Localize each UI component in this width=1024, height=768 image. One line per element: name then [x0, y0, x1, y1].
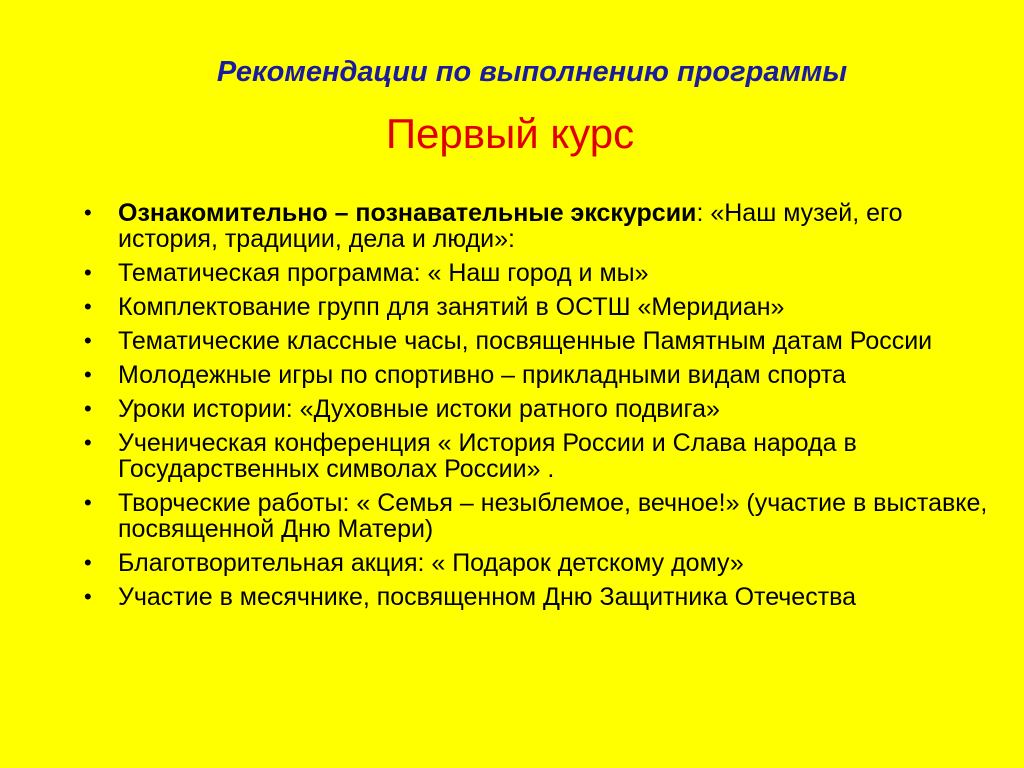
bullet-item: [78, 200, 998, 252]
bullet-text: Молодежные игры по спортивно – прикладными видам спорта: [118, 361, 846, 389]
bullet-icon: •: [84, 200, 92, 225]
bullet-item: [78, 396, 998, 422]
bullet-text: Благотворительная акция: « Подарок детскому дому»: [118, 549, 744, 577]
bullet-text: Уроки истории: «Духовные истоки ратного подвига»: [118, 395, 720, 423]
bullet-text: : «Наш музей, его история, традиции, дела и люди»:: [118, 199, 903, 253]
bullet-item: [78, 584, 998, 610]
bullet-icon: •: [84, 294, 92, 319]
bullet-item: [78, 328, 998, 354]
bullet-icon: •: [84, 584, 92, 609]
bullet-bold-text: Ознакомительно – познавательные экскурсии: [118, 199, 697, 227]
bullet-text: Тематические классные часы, посвященные Памятным датам России: [118, 327, 933, 355]
bullet-icon: •: [84, 550, 92, 575]
bullet-list: [78, 200, 998, 618]
bullet-item: [78, 550, 998, 576]
bullet-item: [78, 430, 998, 482]
bullet-icon: •: [84, 260, 92, 285]
bullet-text: Комплектование групп для занятий в ОСТШ «Меридиан»: [118, 293, 785, 321]
bullet-item: [78, 490, 998, 542]
bullet-item: [78, 362, 998, 388]
slide-subtitle: Первый курс: [385, 110, 635, 157]
bullet-text: Творческие работы: « Семья – незыблемое, вечное!» (участие в выставке, посвященной Дню Матери): [118, 489, 988, 543]
bullet-text: Тематическая программа: « Наш город и мы»: [118, 259, 649, 287]
bullet-item: [78, 294, 998, 320]
bullet-icon: •: [84, 362, 92, 387]
bullet-icon: •: [84, 490, 92, 515]
bullet-text: Участие в месячнике, посвященном Дню Защитника Отечества: [118, 583, 857, 611]
bullet-icon: •: [84, 396, 92, 421]
bullet-item: [78, 260, 998, 286]
slide-title: Рекомендации по выполнению программы: [216, 56, 848, 88]
bullet-icon: •: [84, 430, 92, 455]
bullet-text: Ученическая конференция « История России и Слава народа в Государственных символах России» .: [118, 429, 857, 483]
bullet-icon: •: [84, 328, 92, 353]
